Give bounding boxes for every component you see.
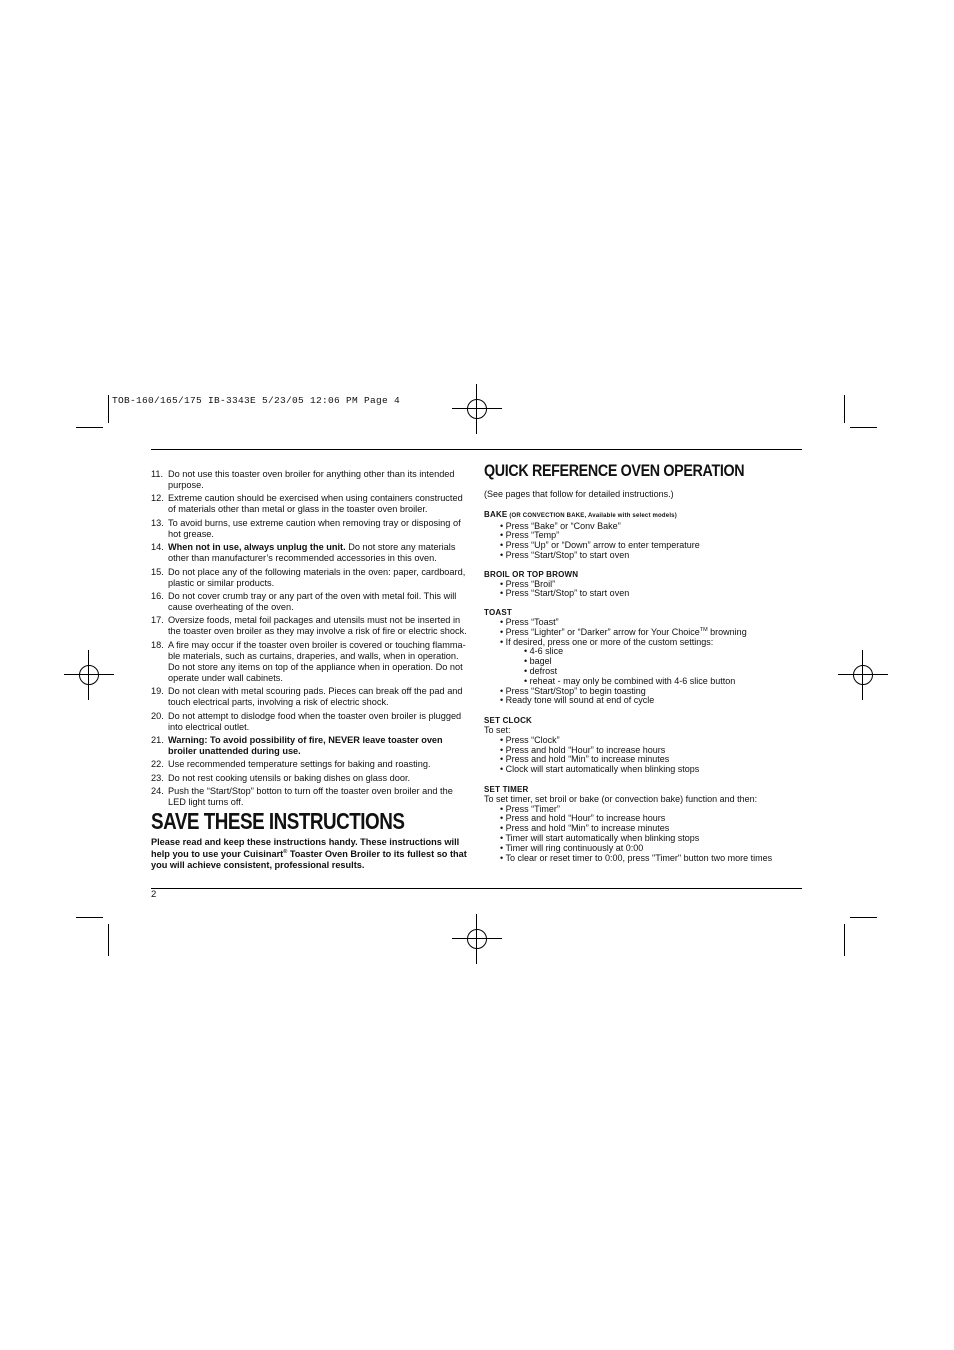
safety-item [151,735,471,757]
save-body-text-b: Toaster Oven Broiler to its fullest so that you will achieve consistent, professional results. [151,848,467,871]
safety-item [151,542,471,564]
list-item: • Press and hold “Min” to increase minutes [500,754,670,765]
safety-item-text: Do not clean with metal scouring pads. Pieces can break off the pad and touch electrical parts, involving a risk of electric shock. [168,686,463,708]
safety-item [151,686,471,708]
safety-item-text: Extreme caution should be exercised when using containers constructed of materials other than metal or glass in the toaster oven broiler. [168,493,463,515]
safety-list [151,469,471,810]
crop-mark [108,395,109,423]
safety-item [151,567,471,589]
crop-mark [844,395,845,423]
list-item: • Ready tone will sound at end of cycle [500,695,655,706]
safety-item-number: 20. [151,710,164,721]
timer-heading: SET TIMER [484,784,529,794]
safety-item-text: Use recommended temperature settings for baking and roasting. [168,759,431,770]
list-item: • Press “Clock” [500,734,560,745]
list-item: • Press and hold “Min” to increase minutes [500,823,670,834]
safety-item-bold: Warning: To avoid possibility of fire, NEVER leave toaster oven broiler unattended during use. [168,734,443,756]
timer-intro: To set timer, set broil or bake (or convection bake) function and then: [484,793,758,804]
list-item: • Timer will ring continuously at 0:00 [500,842,644,853]
bottom-rule [151,888,802,889]
list-item: • Press “Up” or “Down” arrow to enter temperature [500,540,700,551]
broil-heading: BROIL OR TOP BROWN [484,569,579,579]
clock-steps [484,736,804,775]
bake-steps [484,522,804,561]
safety-item-number: 22. [151,759,164,770]
safety-item-text: Do not attempt to dislodge food when the toaster oven broiler is plugged into electrical outlet. [168,710,462,732]
list-item: • Press “Timer” [500,803,560,814]
safety-item-number: 14. [151,542,164,553]
registered-mark: ® [283,848,288,855]
save-body-text-a: Please read and keep these instructions handy. These instructions will help you to use your Cuisinart [151,837,460,859]
registration-mark-bottom [452,914,502,964]
crop-mark [850,917,877,918]
registration-mark-top [452,384,502,434]
broil-steps [484,580,804,600]
safety-item [151,759,471,770]
toast-step: • If desired, press one or more of the custom settings: [500,636,714,647]
safety-item-number: 15. [151,566,164,577]
quick-reference-title: QUICK REFERENCE OVEN OPERATION [484,461,745,480]
bake-heading-text: BAKE [484,509,508,519]
toast-steps-after [484,687,804,707]
list-item: • defrost [524,665,558,676]
safety-item-text: Do not use this toaster oven broiler for anything other than its intended purpose. [168,469,455,490]
crop-mark [850,427,877,428]
top-rule [151,449,802,450]
list-item: • Press “Start/Stop” to start oven [500,549,630,560]
safety-item [151,640,471,684]
safety-item-text: To avoid burns, use extreme caution when removing tray or disposing of hot grease. [168,517,461,539]
toast-step: • Press “Toast” [500,616,559,627]
safety-item-text: Do not place any of the following materials in the oven: paper, cardboard, plastic or similar products. [168,566,466,588]
registration-mark-right [838,650,888,700]
list-item: • Press “Broil” [500,578,556,589]
bake-heading [484,510,804,522]
safety-item-number: 12. [151,493,164,504]
list-item: • Press “Bake” or “Conv Bake” [500,520,621,531]
list-item: • Press and hold “Hour” to increase hours [500,813,666,824]
toast-custom-settings [484,647,804,686]
list-item: • To clear or reset timer to 0:00, press "Timer" button two more times [500,852,773,863]
safety-item [151,615,471,637]
list-item: • Press “Temp” [500,530,560,541]
safety-item [151,711,471,733]
safety-item-text: A fire may occur if the toaster oven broiler is covered or touching flamma-ble materials, such as curtains, draperies, and walls, when in operation. Do not store any items on top of the appliance when in operation. Do not operate under wall cabinets. [168,639,466,683]
safety-item-number: 13. [151,517,164,528]
safety-item-number: 21. [151,734,164,745]
safety-item [151,493,471,515]
registration-mark-left [64,650,114,700]
save-instructions-body [151,837,473,872]
quick-reference [484,461,804,863]
safety-item-number: 18. [151,639,164,650]
safety-item-text: Do not rest cooking utensils or baking dishes on glass door. [168,772,411,783]
crop-mark [844,924,845,956]
page-number: 2 [151,889,157,900]
safety-item-bold: When not in use, always unplug the unit. [168,542,346,553]
safety-item [151,518,471,540]
list-item: • 4-6 slice [524,646,564,657]
safety-item-text: Do not cover crumb tray or any part of the oven with metal foil. This will cause overheating of the oven. [168,590,457,612]
safety-item-text: Push the “Start/Stop” botton to turn off the toaster oven broiler and the LED light turns off. [168,786,453,808]
safety-item [151,786,471,808]
trademark: TM [699,626,708,633]
list-item: • Press and hold “Hour” to increase hours [500,744,666,755]
list-item: • Clock will start automatically when blinking stops [500,764,700,775]
crop-mark [76,427,103,428]
save-instructions-title: SAVE THESE INSTRUCTIONS [151,808,405,834]
safety-item-number: 23. [151,772,164,783]
clock-intro: To set: [484,724,511,735]
clock-heading: SET CLOCK [484,716,533,726]
quick-reference-note: (See pages that follow for detailed instructions.) [484,489,674,499]
safety-item [151,469,471,491]
list-item: • reheat - may only be combined with 4-6 slice button [524,675,736,686]
list-item: • Press “Start/Stop” to begin toasting [500,685,646,696]
safety-item-number: 11. [151,469,164,479]
safety-item-number: 19. [151,686,164,697]
printer-slug: TOB-160/165/175 IB-3343E 5/23/05 12:06 PM Page 4 [112,395,401,406]
timer-steps [484,805,804,864]
safety-item-number: 24. [151,786,164,797]
crop-mark [108,924,109,956]
toast-step-text-b: browning [707,626,747,637]
bake-heading-sub: (OR CONVECTION BAKE, Available with select models) [507,512,677,519]
crop-mark [76,917,103,918]
safety-item-number: 16. [151,590,164,601]
list-item: • Timer will start automatically when blinking stops [500,832,700,843]
list-item: • Press “Start/Stop” to start oven [500,588,630,599]
safety-item [151,591,471,613]
toast-heading: TOAST [484,608,512,618]
safety-item-text: Oversize foods, metal foil packages and utensils must not be inserted in the toaster oven broiler as they may involve a risk of fire or electric shock. [168,615,467,637]
safety-item [151,773,471,784]
safety-item-text: Do not store any materials other than manufacturer’s recommended accessories in this oven. [168,542,456,564]
list-item: • bagel [524,656,552,667]
toast-step-text: • Press “Lighter” or “Darker” arrow for Your Choice [500,626,700,637]
safety-item-number: 17. [151,615,164,626]
